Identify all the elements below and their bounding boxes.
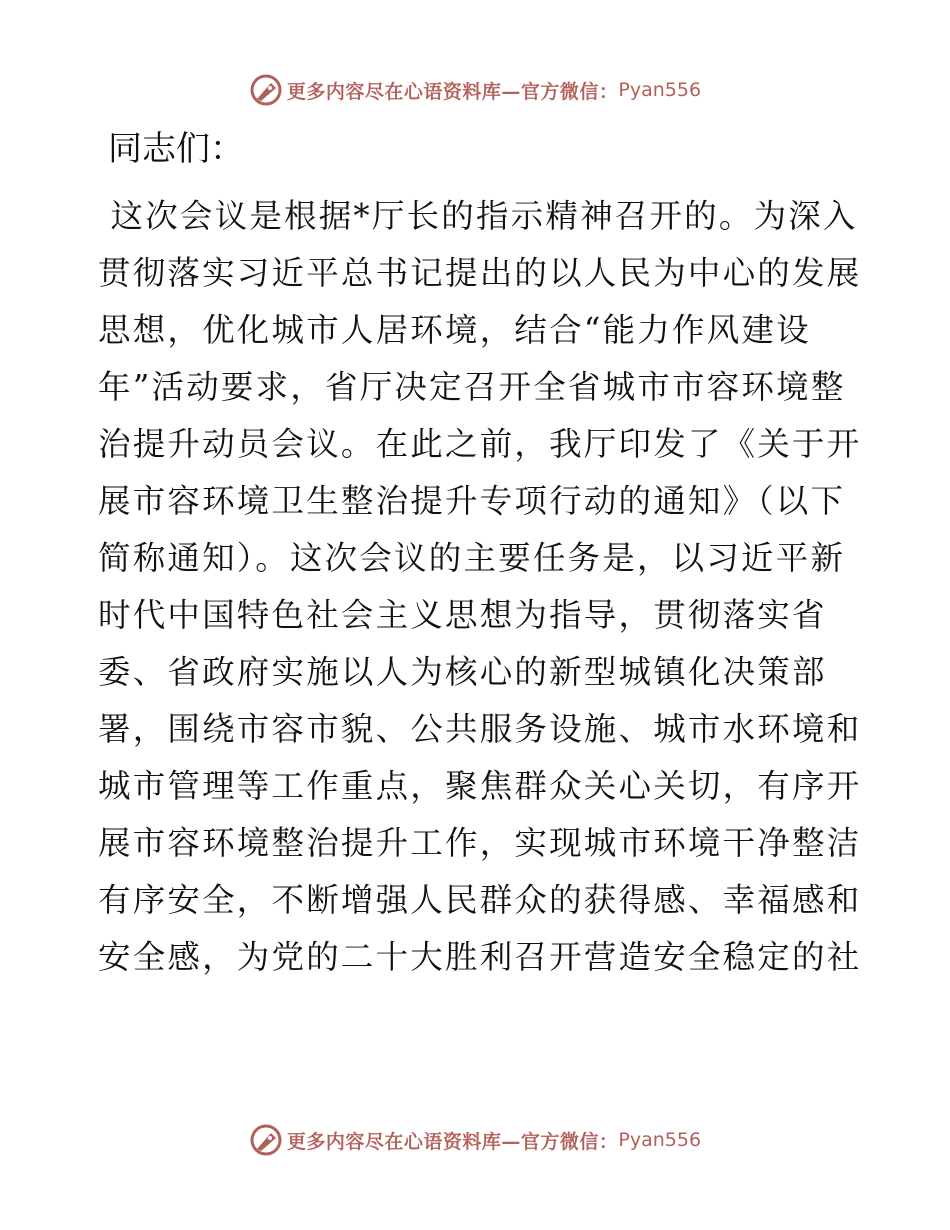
text-line: 时代中国特色社会主义思想为指导，贯彻落实省 <box>98 596 827 634</box>
salutation: 同志们： <box>108 129 244 169</box>
watermark-contact: Pyan556 <box>618 79 702 101</box>
text-line: 安全感，为党的二十大胜利召开营造安全稳定的社 <box>98 938 862 976</box>
text-line: 署，围绕市容市貌、公共服务设施、城市水环境和 <box>98 710 862 748</box>
watermark-text: 更多内容尽在心语资料库—官方微信： <box>286 80 619 103</box>
text-line: 委、省政府实施以人为核心的新型城镇化决策部 <box>98 653 827 691</box>
text-line: 贯彻落实习近平总书记提出的以人民为中心的发展 <box>98 254 862 292</box>
text-line: 思想，优化城市人居环境，结合“能力作风建设 <box>98 311 811 349</box>
watermark-text: 更多内容尽在心语资料库—官方微信： <box>286 1130 619 1153</box>
text-line: 治提升动员会议。在此之前，我厅印发了《关于开 <box>98 425 862 463</box>
text-line: 年”活动要求，省厅决定召开全省城市市容环境整 <box>98 368 846 406</box>
text-line: 城市管理等工作重点，聚焦群众关心关切，有序开 <box>98 767 862 805</box>
text-line: 简称通知）。这次会议的主要任务是，以习近平新 <box>98 539 846 577</box>
pen-nib-circle-icon <box>249 73 283 107</box>
pen-nib-circle-icon <box>249 1123 283 1157</box>
text-line: 这次会议是根据*厅长的指示精神召开的。为深入 <box>98 197 858 235</box>
watermark-contact: Pyan556 <box>618 1129 702 1151</box>
header-watermark-banner <box>0 70 950 110</box>
text-line: 展市容环境卫生整治提升专项行动的通知》（以下 <box>98 482 846 520</box>
text-line: 有序安全，不断增强人民群众的获得感、幸福感和 <box>98 881 862 919</box>
footer-watermark-banner <box>0 1120 950 1160</box>
text-line: 展市容环境整治提升工作，实现城市环境干净整洁 <box>98 824 862 862</box>
document-body <box>98 188 862 986</box>
